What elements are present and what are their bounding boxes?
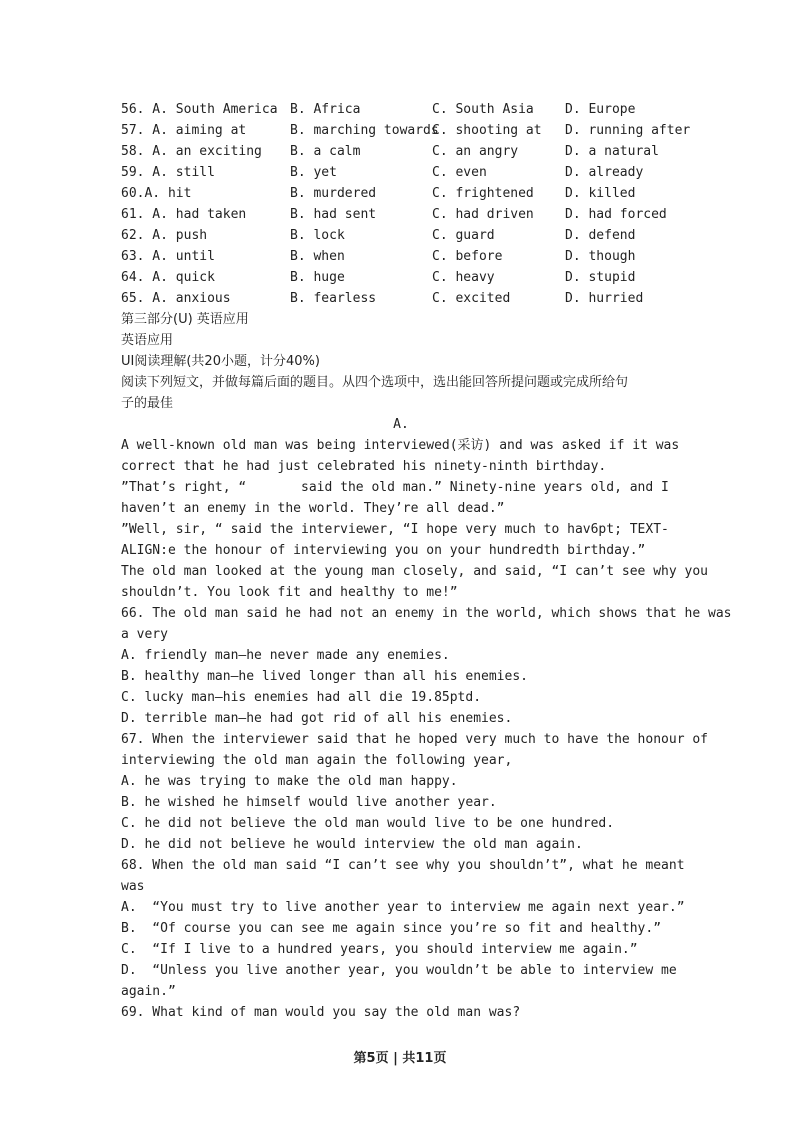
question-number-option-a: 59. A. still: [121, 165, 215, 180]
question-number-option-a: 65. A. anxious: [121, 291, 231, 306]
option-d: D. defend: [565, 228, 636, 243]
answer-option: again.”: [121, 984, 176, 999]
answer-option: D. terrible man—he had got rid of all his enemies.: [121, 711, 513, 726]
passage-line: ALIGN:e the honour of interviewing you on your hundredth birthday.”: [121, 543, 646, 558]
option-row: [121, 99, 681, 120]
instructions-line: 子的最佳: [121, 396, 174, 411]
question-line: was: [121, 879, 145, 894]
sub-title: 英语应用: [121, 333, 174, 348]
option-c: C. guard: [432, 228, 495, 243]
option-c: C. had driven: [432, 207, 534, 222]
reading-title: UI阅读理解(共20小题，计分40%): [121, 354, 320, 369]
passage-line: shouldn’t. You look fit and healthy to me!”: [121, 585, 458, 600]
option-d: D. running after: [565, 123, 691, 138]
passage-line: A well-known old man was being interviewed(采访) and was asked if it was: [121, 438, 680, 453]
option-b: B. marching towards: [290, 123, 439, 138]
option-b: B. had sent: [290, 207, 377, 222]
option-b: B. murdered: [290, 186, 377, 201]
option-row: [121, 288, 681, 309]
passage-label: A.: [393, 417, 409, 432]
part-title: 第三部分(U) 英语应用: [121, 312, 249, 327]
option-c: C. heavy: [432, 270, 495, 285]
question-number-option-a: 58. A. an exciting: [121, 144, 262, 159]
option-b: B. yet: [290, 165, 337, 180]
option-b: B. Africa: [290, 102, 361, 117]
question-line: 69. What kind of man would you say the old man was?: [121, 1005, 521, 1020]
option-c: C. even: [432, 165, 487, 180]
options-table: [121, 99, 691, 309]
question-line: 68. When the old man said “I can’t see why you shouldn’t”, what he meant: [121, 858, 685, 873]
passage-line: ”That’s right, “ said the old man.” Ninety-nine years old, and I: [121, 480, 669, 495]
passage-line: The old man looked at the young man closely, and said, “I can’t see why you: [121, 564, 708, 579]
option-row: [121, 120, 691, 141]
option-d: D. Europe: [565, 102, 636, 117]
option-d: D. stupid: [565, 270, 636, 285]
option-b: B. a calm: [290, 144, 361, 159]
answer-option: D. he did not believe he would interview the old man again.: [121, 837, 583, 852]
question-number-option-a: 62. A. push: [121, 228, 208, 243]
question-line: 66. The old man said he had not an enemy in the world, which shows that he was: [121, 606, 732, 621]
option-b: B. huge: [290, 270, 345, 285]
option-c: C. frightened: [432, 186, 534, 201]
passage-text: [121, 435, 708, 603]
answer-option: D. “Unless you live another year, you wouldn’t be able to interview me: [121, 963, 677, 978]
option-d: D. a natural: [565, 144, 659, 159]
option-b: B. when: [290, 249, 345, 264]
answer-option: B. he wished he himself would live another year.: [121, 795, 497, 810]
option-d: D. hurried: [565, 291, 644, 306]
answer-option: B. “Of course you can see me again since you’re so fit and healthy.”: [121, 921, 662, 936]
question-line: interviewing the old man again the following year,: [121, 753, 513, 768]
questions-block: [121, 603, 732, 1023]
question-number-option-a: 60.A. hit: [121, 186, 192, 201]
question-line: 67. When the interviewer said that he hoped very much to have the honour of: [121, 732, 708, 747]
question-line: a very: [121, 627, 168, 642]
answer-option: B. healthy man—he lived longer than all his enemies.: [121, 669, 528, 684]
question-number-option-a: 56. A. South America: [121, 102, 278, 117]
option-d: D. though: [565, 249, 636, 264]
option-row: [121, 141, 681, 162]
option-c: C. an angry: [432, 144, 519, 159]
option-c: C. before: [432, 249, 503, 264]
option-d: D. had forced: [565, 207, 667, 222]
option-row: [121, 204, 681, 225]
question-number-option-a: 64. A. quick: [121, 270, 215, 285]
option-c: C. South Asia: [432, 102, 534, 117]
option-c: C. excited: [432, 291, 511, 306]
option-b: B. fearless: [290, 291, 377, 306]
answer-option: A. friendly man—he never made any enemies.: [121, 648, 450, 663]
option-row: [121, 183, 681, 204]
option-row: [121, 225, 681, 246]
question-number-option-a: 63. A. until: [121, 249, 215, 264]
answer-option: C. “If I live to a hundred years, you should interview me again.”: [121, 942, 638, 957]
option-c: C. shooting at: [432, 123, 542, 138]
option-row: [121, 246, 681, 267]
page-content: [121, 99, 732, 1023]
answer-option: C. lucky man—his enemies had all die 19.85ptd.: [121, 690, 482, 705]
answer-option: A. he was trying to make the old man happy.: [121, 774, 458, 789]
question-number-option-a: 61. A. had taken: [121, 207, 247, 222]
page-footer: 第5页 | 共11页: [353, 1051, 447, 1066]
passage-line: correct that he had just celebrated his ninety-ninth birthday.: [121, 459, 607, 474]
instructions-line: 阅读下列短文，并做每篇后面的题目。从四个选项中，选出能回答所提问题或完成所给句: [121, 375, 629, 390]
option-row: [121, 162, 681, 183]
passage-line: haven’t an enemy in the world. They’re all dead.”: [121, 501, 505, 516]
option-d: D. killed: [565, 186, 636, 201]
passage-line: ”Well, sir, “ said the interviewer, “I hope very much to hav6pt; TEXT-: [121, 522, 669, 537]
option-b: B. lock: [290, 228, 345, 243]
option-row: [121, 267, 681, 288]
answer-option: C. he did not believe the old man would live to be one hundred.: [121, 816, 615, 831]
question-number-option-a: 57. A. aiming at: [121, 123, 247, 138]
option-d: D. already: [565, 165, 644, 180]
answer-option: A. “You must try to live another year to interview me again next year.”: [121, 900, 685, 915]
